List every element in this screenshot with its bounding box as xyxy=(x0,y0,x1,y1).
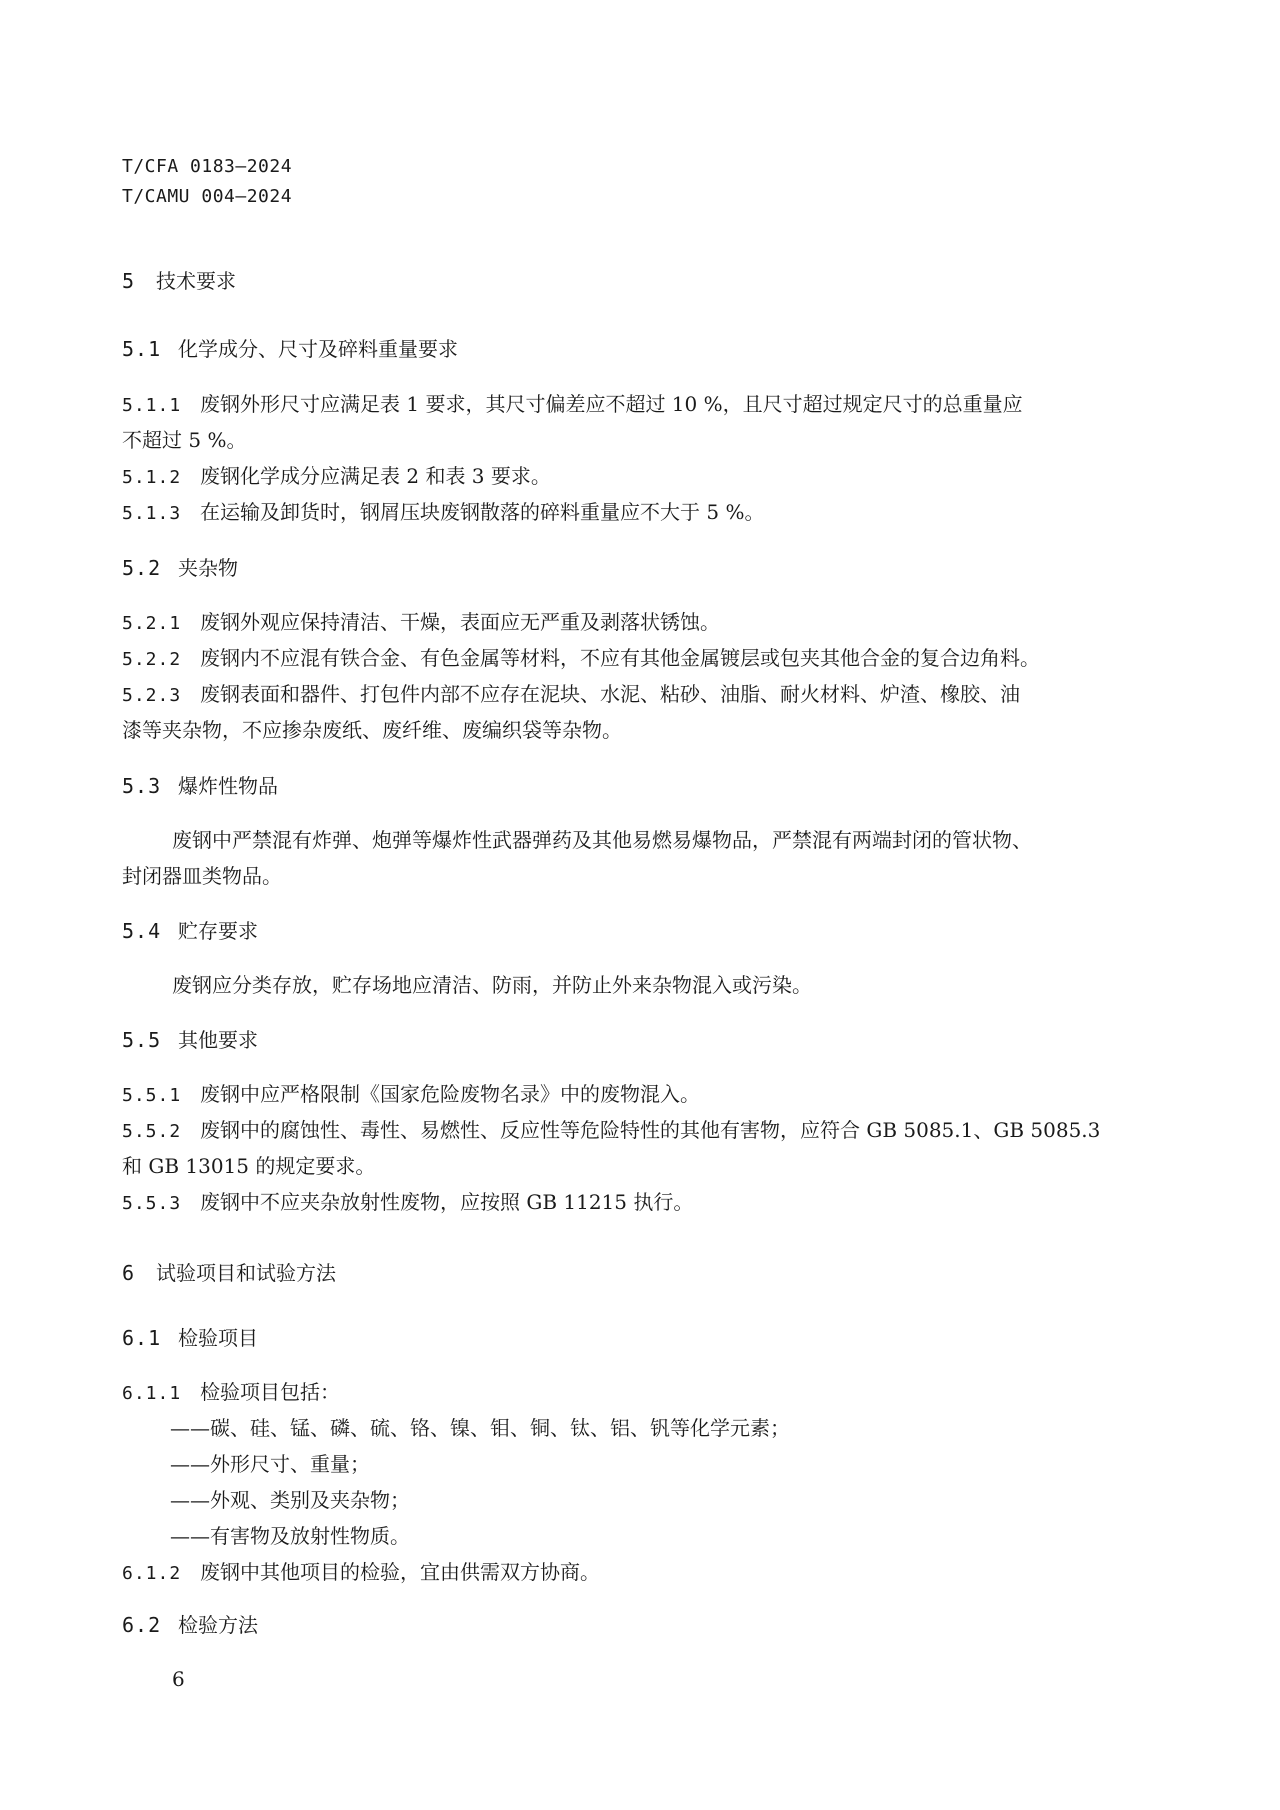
clause-text: 废钢内不应混有铁合金、有色金属等材料，不应有其他金属镀层或包夹其他合金的复合边角料。 xyxy=(200,646,1040,670)
clause-number: 5.1.1 xyxy=(122,395,182,416)
clause-number: 5.1.3 xyxy=(122,503,182,524)
section-5-3-heading xyxy=(122,773,278,799)
clause-text: 废钢中不应夹杂放射性废物，应按照 GB 11215 执行。 xyxy=(200,1190,694,1214)
section-5-4-text: 废钢应分类存放，贮存场地应清洁、防雨，并防止外来杂物混入或污染。 xyxy=(172,973,812,997)
clause-number: 5.2.1 xyxy=(122,613,182,634)
clause-number: 5.1.2 xyxy=(122,467,182,488)
clause-number: 5.2.3 xyxy=(122,685,182,706)
list-item: ——外观、类别及夹杂物； xyxy=(170,1488,410,1512)
clause-text: 废钢外形尺寸应满足表 1 要求，其尺寸偏差应不超过 10 %，且尺寸超过规定尺寸的总重量应 xyxy=(200,392,1023,416)
section-5-2-heading xyxy=(122,555,238,581)
clause-number: 6.1.2 xyxy=(122,1563,182,1584)
clause-text: 在运输及卸货时，钢屑压块废钢散落的碎料重量应不大于 5 %。 xyxy=(200,500,765,524)
standard-code-camu: T/CAMU 004—2024 xyxy=(122,186,293,207)
section-6-2-heading xyxy=(122,1612,258,1638)
clause-5-1-1 xyxy=(122,391,1023,419)
section-title: 其他要求 xyxy=(178,1028,258,1052)
clause-5-1-2 xyxy=(122,463,551,491)
clause-text: 废钢中的腐蚀性、毒性、易燃性、反应性等危险特性的其他有害物，应符合 GB 5085.1、GB 5085.3 xyxy=(200,1118,1101,1142)
clause-5-1-1-continuation: 不超过 5 %。 xyxy=(122,428,247,452)
clause-text: 废钢化学成分应满足表 2 和表 3 要求。 xyxy=(200,464,551,488)
section-6-heading xyxy=(122,1260,336,1286)
section-number: 6.1 xyxy=(122,1326,162,1350)
section-title: 检验方法 xyxy=(178,1613,258,1637)
section-number: 5.2 xyxy=(122,556,162,580)
list-item: ——碳、硅、锰、磷、硫、铬、镍、钼、铜、钛、铝、钒等化学元素； xyxy=(170,1416,790,1440)
section-number: 6.2 xyxy=(122,1613,162,1637)
section-title: 试验项目和试验方法 xyxy=(156,1261,336,1285)
section-title: 贮存要求 xyxy=(178,919,258,943)
clause-5-2-3 xyxy=(122,681,1020,709)
clause-5-1-3 xyxy=(122,499,764,527)
page-number: 6 xyxy=(172,1667,185,1691)
section-title: 检验项目 xyxy=(178,1326,258,1350)
clause-5-2-2 xyxy=(122,645,1040,673)
section-title: 爆炸性物品 xyxy=(178,774,278,798)
clause-5-2-3-continuation: 漆等夹杂物，不应掺杂废纸、废纤维、废编织袋等杂物。 xyxy=(122,718,622,742)
clause-number: 5.5.3 xyxy=(122,1193,182,1214)
clause-text: 废钢表面和器件、打包件内部不应存在泥块、水泥、粘砂、油脂、耐火材料、炉渣、橡胶、油 xyxy=(200,682,1020,706)
section-title: 化学成分、尺寸及碎料重量要求 xyxy=(178,337,458,361)
section-5-3-text-continuation: 封闭器皿类物品。 xyxy=(122,864,282,888)
section-5-5-heading xyxy=(122,1027,258,1053)
clause-text: 检验项目包括： xyxy=(200,1380,340,1404)
clause-text: 废钢中其他项目的检验，宜由供需双方协商。 xyxy=(200,1560,600,1584)
section-title: 夹杂物 xyxy=(178,556,238,580)
clause-6-1-2 xyxy=(122,1559,600,1587)
section-5-heading xyxy=(122,268,236,294)
section-6-1-heading xyxy=(122,1325,258,1351)
section-5-4-heading xyxy=(122,918,258,944)
clause-number: 5.5.1 xyxy=(122,1085,182,1106)
list-item: ——有害物及放射性物质。 xyxy=(170,1524,410,1548)
clause-5-5-2-continuation: 和 GB 13015 的规定要求。 xyxy=(122,1154,376,1178)
clause-number: 5.2.2 xyxy=(122,649,182,670)
clause-5-5-2 xyxy=(122,1117,1100,1145)
section-number: 5.3 xyxy=(122,774,162,798)
list-item: ——外形尺寸、重量； xyxy=(170,1452,370,1476)
section-title: 技术要求 xyxy=(156,269,236,293)
clause-5-5-3 xyxy=(122,1189,693,1217)
section-number: 5.4 xyxy=(122,919,162,943)
section-5-3-text: 废钢中严禁混有炸弹、炮弹等爆炸性武器弹药及其他易燃易爆物品，严禁混有两端封闭的管状物、 xyxy=(172,828,1032,852)
clause-5-2-1 xyxy=(122,609,720,637)
section-number: 5 xyxy=(122,269,136,293)
clause-text: 废钢中应严格限制《国家危险废物名录》中的废物混入。 xyxy=(200,1082,700,1106)
clause-6-1-1 xyxy=(122,1379,340,1407)
standard-code-cfa: T/CFA 0183—2024 xyxy=(122,156,293,177)
clause-number: 5.5.2 xyxy=(122,1121,182,1142)
section-number: 6 xyxy=(122,1261,136,1285)
clause-5-5-1 xyxy=(122,1081,700,1109)
section-number: 5.1 xyxy=(122,337,162,361)
clause-text: 废钢外观应保持清洁、干燥，表面应无严重及剥落状锈蚀。 xyxy=(200,610,720,634)
section-number: 5.5 xyxy=(122,1028,162,1052)
section-5-1-heading xyxy=(122,336,458,362)
clause-number: 6.1.1 xyxy=(122,1383,182,1404)
